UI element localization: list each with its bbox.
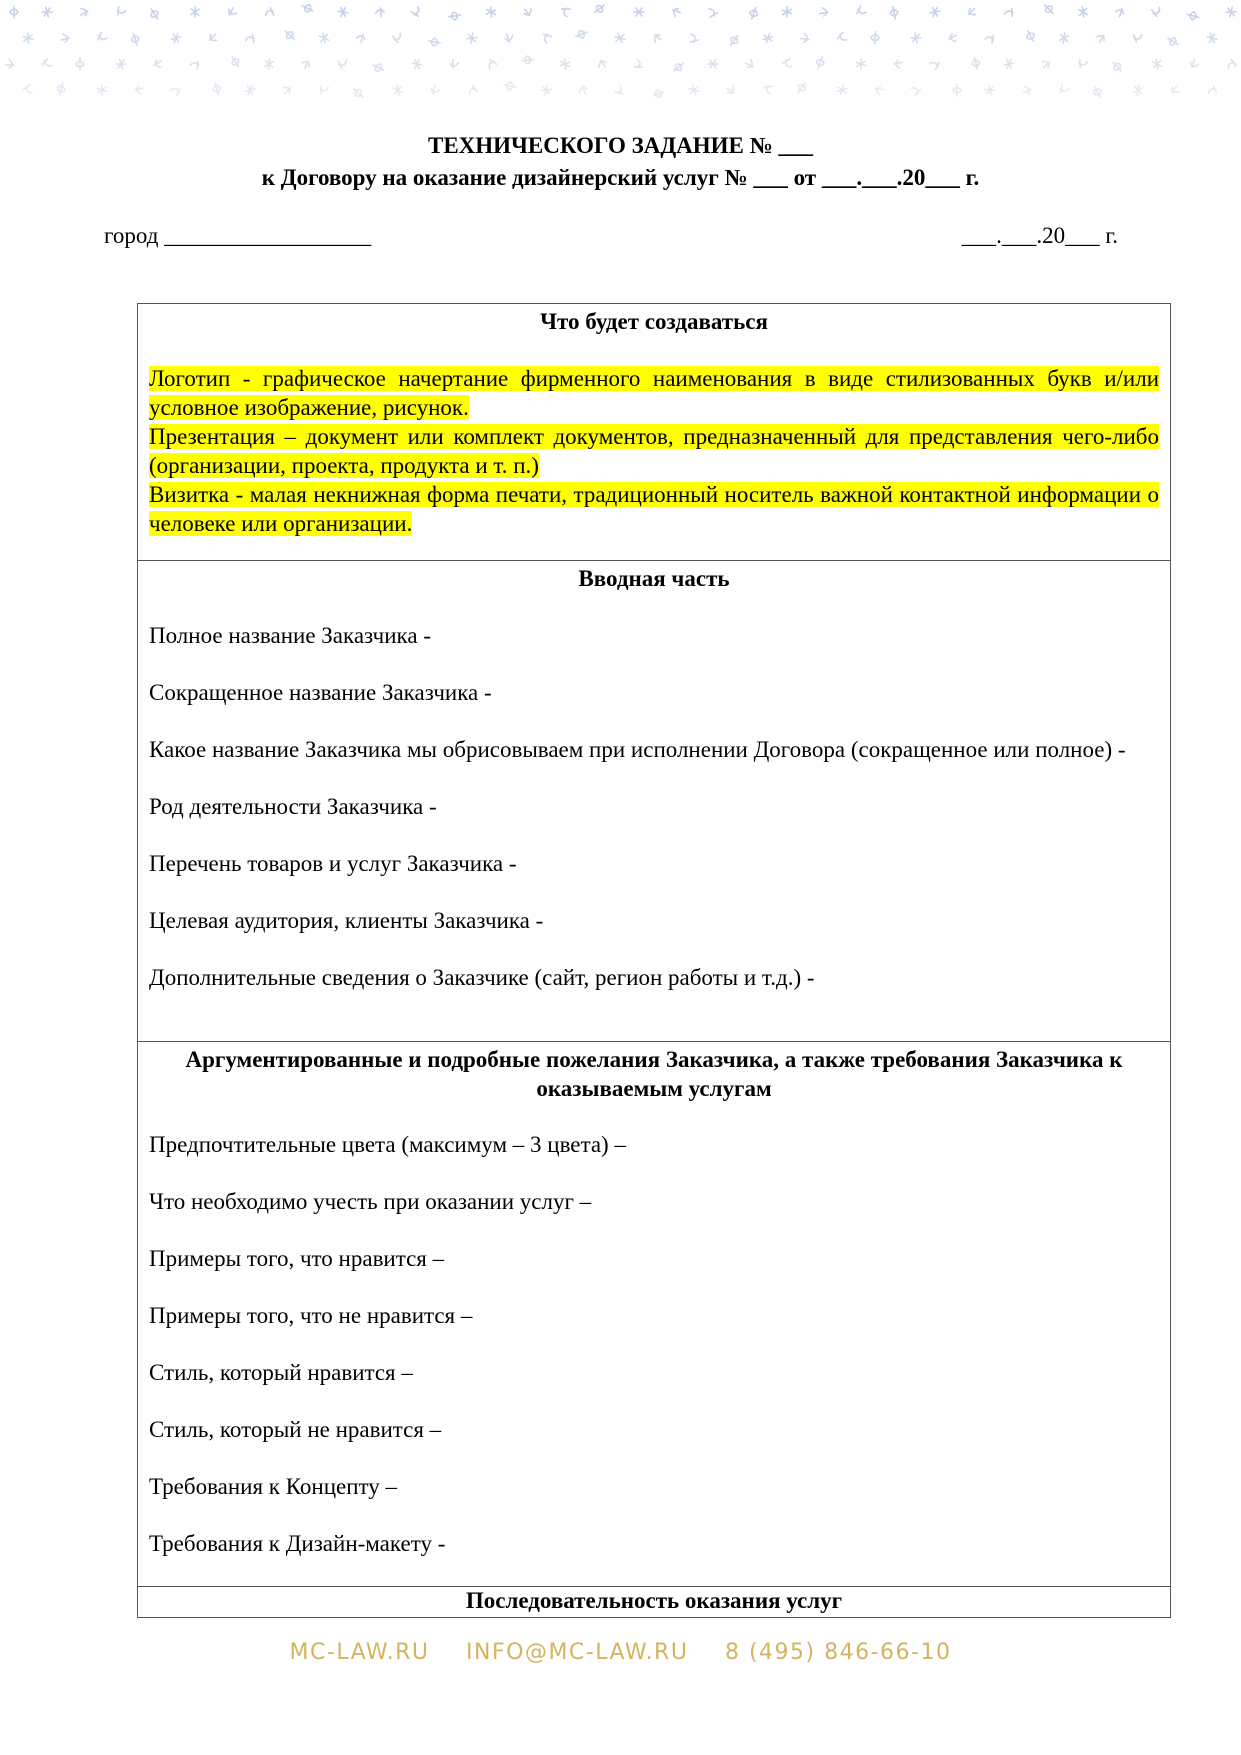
pattern-glyph: [319, 32, 329, 43]
pattern-glyph: [1095, 32, 1106, 43]
pattern-glyph: [301, 2, 315, 14]
pattern-glyph: [614, 33, 626, 43]
pattern-glyph: [56, 82, 67, 96]
pattern-glyph: [41, 58, 52, 69]
pattern-glyph: [338, 59, 347, 68]
field-liked-style: Стиль, который нравится –: [149, 1360, 413, 1385]
definition-logo: Логотип - графическое начертание фирменного наименования в виде стилизованных букв и/или условное изображение, рисунок.: [149, 366, 1159, 420]
pattern-glyph: [985, 33, 996, 44]
pattern-glyph: [1169, 84, 1180, 95]
pattern-glyph: [894, 60, 903, 69]
pattern-glyph: [688, 85, 700, 95]
pattern-glyph: [615, 85, 626, 96]
pattern-glyph: [948, 33, 957, 42]
field-disliked-examples: Примеры того, что не нравится –: [149, 1303, 473, 1328]
table-row: [138, 1042, 1171, 1587]
pattern-glyph: [910, 84, 921, 95]
pattern-glyph: [411, 6, 422, 17]
pattern-glyph: [579, 86, 588, 95]
pattern-glyph: [23, 85, 33, 95]
pattern-glyph: [393, 33, 404, 44]
pattern-glyph: [1041, 59, 1052, 70]
pattern-glyph: [1225, 6, 1238, 19]
pattern-glyph: [690, 34, 698, 42]
pattern-glyph: [929, 6, 940, 18]
pattern-glyph: [929, 58, 940, 69]
pattern-glyph: [1078, 59, 1087, 68]
pattern-glyph: [116, 7, 126, 17]
pattern-glyph: [820, 8, 829, 17]
pattern-glyph: [5, 59, 15, 69]
pattern-glyph: [910, 32, 923, 45]
pattern-glyph: [1134, 34, 1143, 43]
pattern-glyph: [76, 58, 84, 70]
pattern-glyph: [708, 7, 718, 17]
section-heading: Вводная часть: [578, 566, 730, 591]
pattern-glyph: [244, 84, 255, 96]
pattern-glyph: [1110, 60, 1124, 74]
pattern-glyph: [96, 32, 107, 43]
pattern-glyph: [1078, 7, 1087, 18]
field-target-audience: Целевая аудитория, клиенты Заказчика -: [149, 908, 544, 933]
pattern-glyph: [634, 59, 644, 69]
pattern-glyph: [356, 33, 367, 44]
pattern-glyph: [1133, 84, 1142, 95]
field-short-name: Сокращенное название Заказчика -: [149, 680, 492, 705]
field-name-used: Какое название Заказчика мы обрисовываем при исполнении Договора (сокращенное или полное) -: [149, 737, 1126, 762]
pattern-glyph: [1022, 85, 1031, 94]
field-disliked-style: Стиль, который не нравится –: [149, 1417, 442, 1442]
pattern-glyph: [540, 84, 553, 97]
pattern-glyph: [1189, 59, 1200, 70]
pattern-glyph: [430, 85, 441, 96]
pattern-glyph: [170, 32, 181, 44]
table-row: [138, 561, 1171, 1042]
pattern-glyph: [320, 86, 329, 95]
pattern-glyph: [10, 6, 18, 18]
section-wishes: [138, 1042, 1171, 1587]
pattern-glyph: [190, 59, 200, 69]
pattern-glyph: [246, 34, 255, 43]
definition-presentation: Презентация – документ или комплект документов, предназначенный для представления чего-либо (организации, проекта, продукта и т. п.): [149, 424, 1159, 478]
pattern-glyph: [795, 80, 809, 94]
pattern-glyph: [130, 32, 141, 46]
section-heading: Что будет создаваться: [540, 309, 768, 334]
pattern-glyph: [153, 59, 163, 69]
section-heading: Последовательность оказания услуг: [465, 1588, 843, 1613]
pattern-glyph: [505, 34, 514, 43]
pattern-glyph: [393, 84, 403, 95]
pattern-glyph: [22, 32, 35, 44]
pattern-glyph: [560, 7, 570, 17]
field-liked-examples: Примеры того, что нравится –: [149, 1246, 445, 1271]
pattern-glyph: [115, 58, 127, 71]
pattern-glyph: [670, 6, 681, 17]
pattern-glyph: [855, 58, 868, 70]
pattern-glyph: [836, 32, 847, 43]
pattern-glyph: [135, 86, 143, 94]
pattern-glyph: [61, 34, 69, 42]
pattern-glyph: [1152, 59, 1161, 70]
date-field: ___.___.20___ г.: [961, 223, 1118, 248]
pattern-glyph: [541, 33, 552, 44]
pattern-glyph: [211, 82, 222, 96]
pattern-glyph: [651, 32, 662, 43]
pattern-glyph: [671, 60, 685, 74]
pattern-glyph: [1091, 85, 1104, 99]
pattern-glyph: [855, 6, 866, 17]
pattern-glyph: [337, 6, 349, 19]
specification-table: [137, 303, 1171, 1618]
pattern-glyph: [1059, 85, 1070, 96]
pattern-glyph: [889, 6, 899, 19]
table-row: [138, 304, 1171, 561]
pattern-glyph: [226, 6, 237, 17]
pattern-glyph: [467, 85, 478, 96]
pattern-glyph: [592, 2, 606, 16]
pattern-glyph: [1152, 7, 1162, 17]
pattern-glyph: [41, 6, 53, 19]
pattern-glyph: [953, 84, 962, 97]
pattern-glyph: [448, 11, 461, 20]
pattern-glyph: [1042, 2, 1056, 16]
pattern-glyph: [521, 55, 534, 64]
field-additional-info: Дополнительные сведения о Заказчике (сайт, регион работы и т.д.) -: [149, 965, 815, 990]
definition-business-card: Визитка - малая некнижная форма печати, традиционный носитель важной контактной информации о человеке или организации.: [149, 482, 1159, 536]
pattern-glyph: [708, 60, 718, 68]
decorative-pattern-band: [0, 0, 1241, 112]
pattern-svg: [0, 0, 1241, 112]
pattern-glyph: [764, 86, 772, 94]
section-sequence: [138, 1587, 1171, 1618]
pattern-glyph: [874, 85, 884, 95]
pattern-glyph: [523, 7, 533, 17]
table-row: [138, 1587, 1171, 1618]
pattern-glyph: [971, 56, 981, 69]
pattern-glyph: [1208, 86, 1217, 95]
pattern-glyph: [351, 86, 365, 100]
pattern-glyph: [574, 28, 588, 40]
place-date-row: [104, 220, 1118, 252]
pattern-glyph: [871, 31, 880, 44]
pattern-glyph: [170, 84, 181, 95]
field-concept-requirements: Требования к Концепту –: [149, 1474, 398, 1499]
document-title: ТЕХНИЧЕСКОГО ЗАДАНИЕ № ___: [427, 133, 813, 158]
pattern-glyph: [375, 7, 384, 16]
pattern-glyph: [725, 84, 736, 95]
pattern-glyph: [1186, 11, 1200, 22]
pattern-glyph: [800, 33, 810, 43]
field-goods-services: Перечень товаров и услуг Заказчика -: [149, 851, 517, 876]
pattern-glyph: [781, 6, 794, 18]
footer-phone: 8 (495) 846-66-10: [724, 1640, 952, 1665]
pattern-glyph: [1115, 7, 1126, 18]
pattern-glyph: [559, 58, 572, 70]
pattern-glyph: [79, 7, 89, 17]
pattern-glyph: [503, 81, 516, 91]
document-subtitle: к Договору на оказание дизайнерский услуг № ___ от ___.___.20___ г.: [261, 165, 980, 190]
footer-email-link[interactable]: INFO@MC-LAW.RU: [466, 1640, 689, 1665]
pattern-glyph: [485, 58, 496, 69]
field-considerations: Что необходимо учесть при оказании услуг –: [149, 1189, 592, 1214]
pattern-glyph: [984, 84, 997, 97]
section-intro: [138, 561, 1171, 1042]
pattern-glyph: [283, 28, 297, 42]
pattern-glyph: [1059, 32, 1068, 43]
field-colors: Предпочтительные цвета (максимум – 3 цвета) –: [149, 1132, 626, 1157]
pattern-glyph: [1004, 7, 1013, 16]
pattern-glyph: [1226, 59, 1236, 69]
pattern-glyph: [485, 6, 498, 18]
definitions-paragraph: [149, 364, 1159, 538]
pattern-glyph: [281, 84, 292, 95]
pattern-glyph: [1003, 58, 1014, 70]
field-activity: Род деятельности Заказчика -: [149, 794, 437, 819]
pattern-glyph: [96, 84, 109, 96]
pattern-glyph: [748, 6, 760, 20]
pattern-glyph: [466, 32, 479, 45]
pattern-glyph: [449, 59, 458, 68]
pattern-glyph: [782, 59, 792, 69]
pattern-glyph: [744, 58, 755, 69]
pattern-glyph: [428, 37, 441, 47]
pattern-glyph: [1206, 32, 1217, 44]
pattern-glyph: [264, 7, 273, 16]
pattern-glyph: [371, 61, 385, 73]
pattern-glyph: [634, 8, 644, 16]
field-full-name: Полное название Заказчика -: [149, 623, 431, 648]
pattern-glyph: [1166, 35, 1180, 48]
pattern-glyph: [300, 58, 311, 69]
field-layout-requirements: Требования к Дизайн-макету -: [149, 1531, 446, 1556]
footer-contacts: [0, 1640, 1241, 1665]
pattern-glyph: [411, 58, 423, 71]
pattern-glyph: [814, 56, 826, 70]
pattern-glyph: [207, 32, 218, 43]
document-title-block: [0, 130, 1241, 194]
pattern-glyph: [967, 7, 978, 18]
pattern-glyph: [762, 33, 774, 44]
city-field: город __________________: [104, 223, 372, 248]
pattern-glyph: [229, 55, 242, 69]
pattern-glyph: [191, 7, 200, 18]
pattern-glyph: [836, 85, 848, 96]
section-heading: Аргументированные и подробные пожелания Заказчика, а также требования Заказчика к оказываемым услугам: [185, 1047, 1123, 1101]
pattern-glyph: [597, 59, 607, 69]
pattern-glyph: [1024, 29, 1037, 43]
pattern-glyph: [265, 59, 274, 70]
pattern-glyph: [651, 88, 665, 100]
pattern-glyph: [148, 7, 161, 21]
pattern-glyph: [727, 33, 741, 47]
section-what: [138, 304, 1171, 561]
footer-website-link[interactable]: MC-LAW.RU: [289, 1640, 430, 1665]
